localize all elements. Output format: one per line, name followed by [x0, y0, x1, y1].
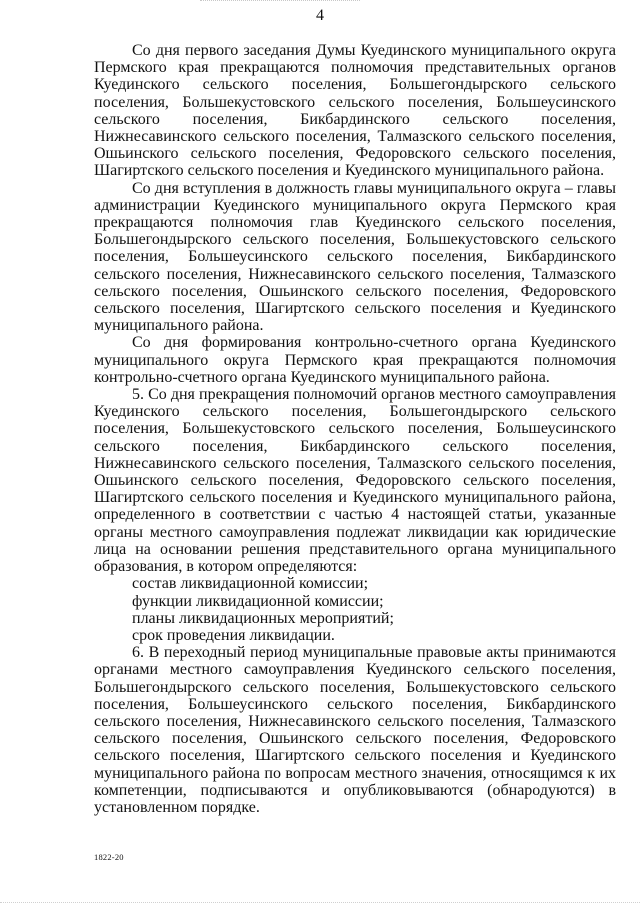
document-body: [94, 42, 616, 816]
paragraph-representative-bodies: Со дня первого заседания Думы Куединского муниципального округа Пермского края прекращаются полномочия представительных органов Куединского сельского поселения, Большегондырского сельского поселения, Большекустовского сельского поселения, Большеусинского сельского поселения, Бикбардинского сельского поселения, Нижнесавинского сельского поселения, Талмазского сельского поселения, Ошьинского сельского поселения, Федоровского сельского поселения, Шагиртского сельского поселения и Куединского муниципального района.: [94, 42, 616, 180]
scan-edge-top: [200, 0, 360, 1]
list-item-commission-composition: состав ликвидационной комиссии;: [132, 575, 369, 593]
document-code: 1822-20: [94, 852, 124, 862]
list-item-commission-functions: функции ликвидационной комиссии;: [132, 592, 384, 610]
paragraph-section-6: 6. В переходный период муниципальные правовые акты принимаются органами местного самоуправления Куединского сельского поселения, Большегондырского сельского поселения, Большекустовского сельского поселения, Большеусинского сельского поселения, Бикбардинского сельского поселения, Нижнесавинского сельского поселения, Талмазского сельского поселения, Ошьинского сельского поселения, Федоровского сельского поселения, Шагиртского сельского поселения и Куединского муниципального района по вопросам местного значения, относящимся к их компетенции, подписываются и опубликовываются (обнародуются) в установленном порядке.: [94, 644, 616, 816]
list-item-liquidation-term: срок проведения ликвидации.: [132, 626, 335, 644]
list-item-liquidation-plans: планы ликвидационных мероприятий;: [132, 609, 394, 627]
paragraph-section-5: 5. Со дня прекращения полномочий органов местного самоуправления Куединского сельского поселения, Большегондырского сельского поселения, Большекустовского сельского поселения, Большеусинского сельского поселения, Бикбардинского сельского поселения, Нижнесавинского сельского поселения, Талмазского сельского поселения, Ошьинского сельского поселения, Федоровского сельского поселения, Шагиртского сельского поселения и Куединского муниципального района, определенного в соответствии с частью 4 настоящей статьи, указанные органы местного самоуправления подлежат ликвидации как юридические лица на основании решения представительного органа муниципального образования, в котором определяются:: [94, 386, 616, 576]
page-number: 4: [316, 7, 324, 24]
paragraph-heads-of-settlements: Со дня вступления в должность главы муниципального округа – главы администрации Куединского муниципального округа Пермского края прекращаются полномочия глав Куединского сельского поселения, Большегондырского сельского поселения, Большекустовского сельского поселения, Большеусинского сельского поселения, Бикбардинского сельского поселения, Нижнесавинского сельского поселения, Талмазского сельского поселения, Ошьинского сельского поселения, Федоровского сельского поселения, Шагиртского сельского поселения и Куединского муниципального района.: [94, 179, 616, 335]
scan-edge-bottom: [0, 902, 640, 903]
paragraph-control-body: Со дня формирования контрольно-счетного органа Куединского муниципального округа Пермского края прекращаются полномочия контрольно-счетного органа Куединского муниципального района.: [94, 334, 616, 386]
